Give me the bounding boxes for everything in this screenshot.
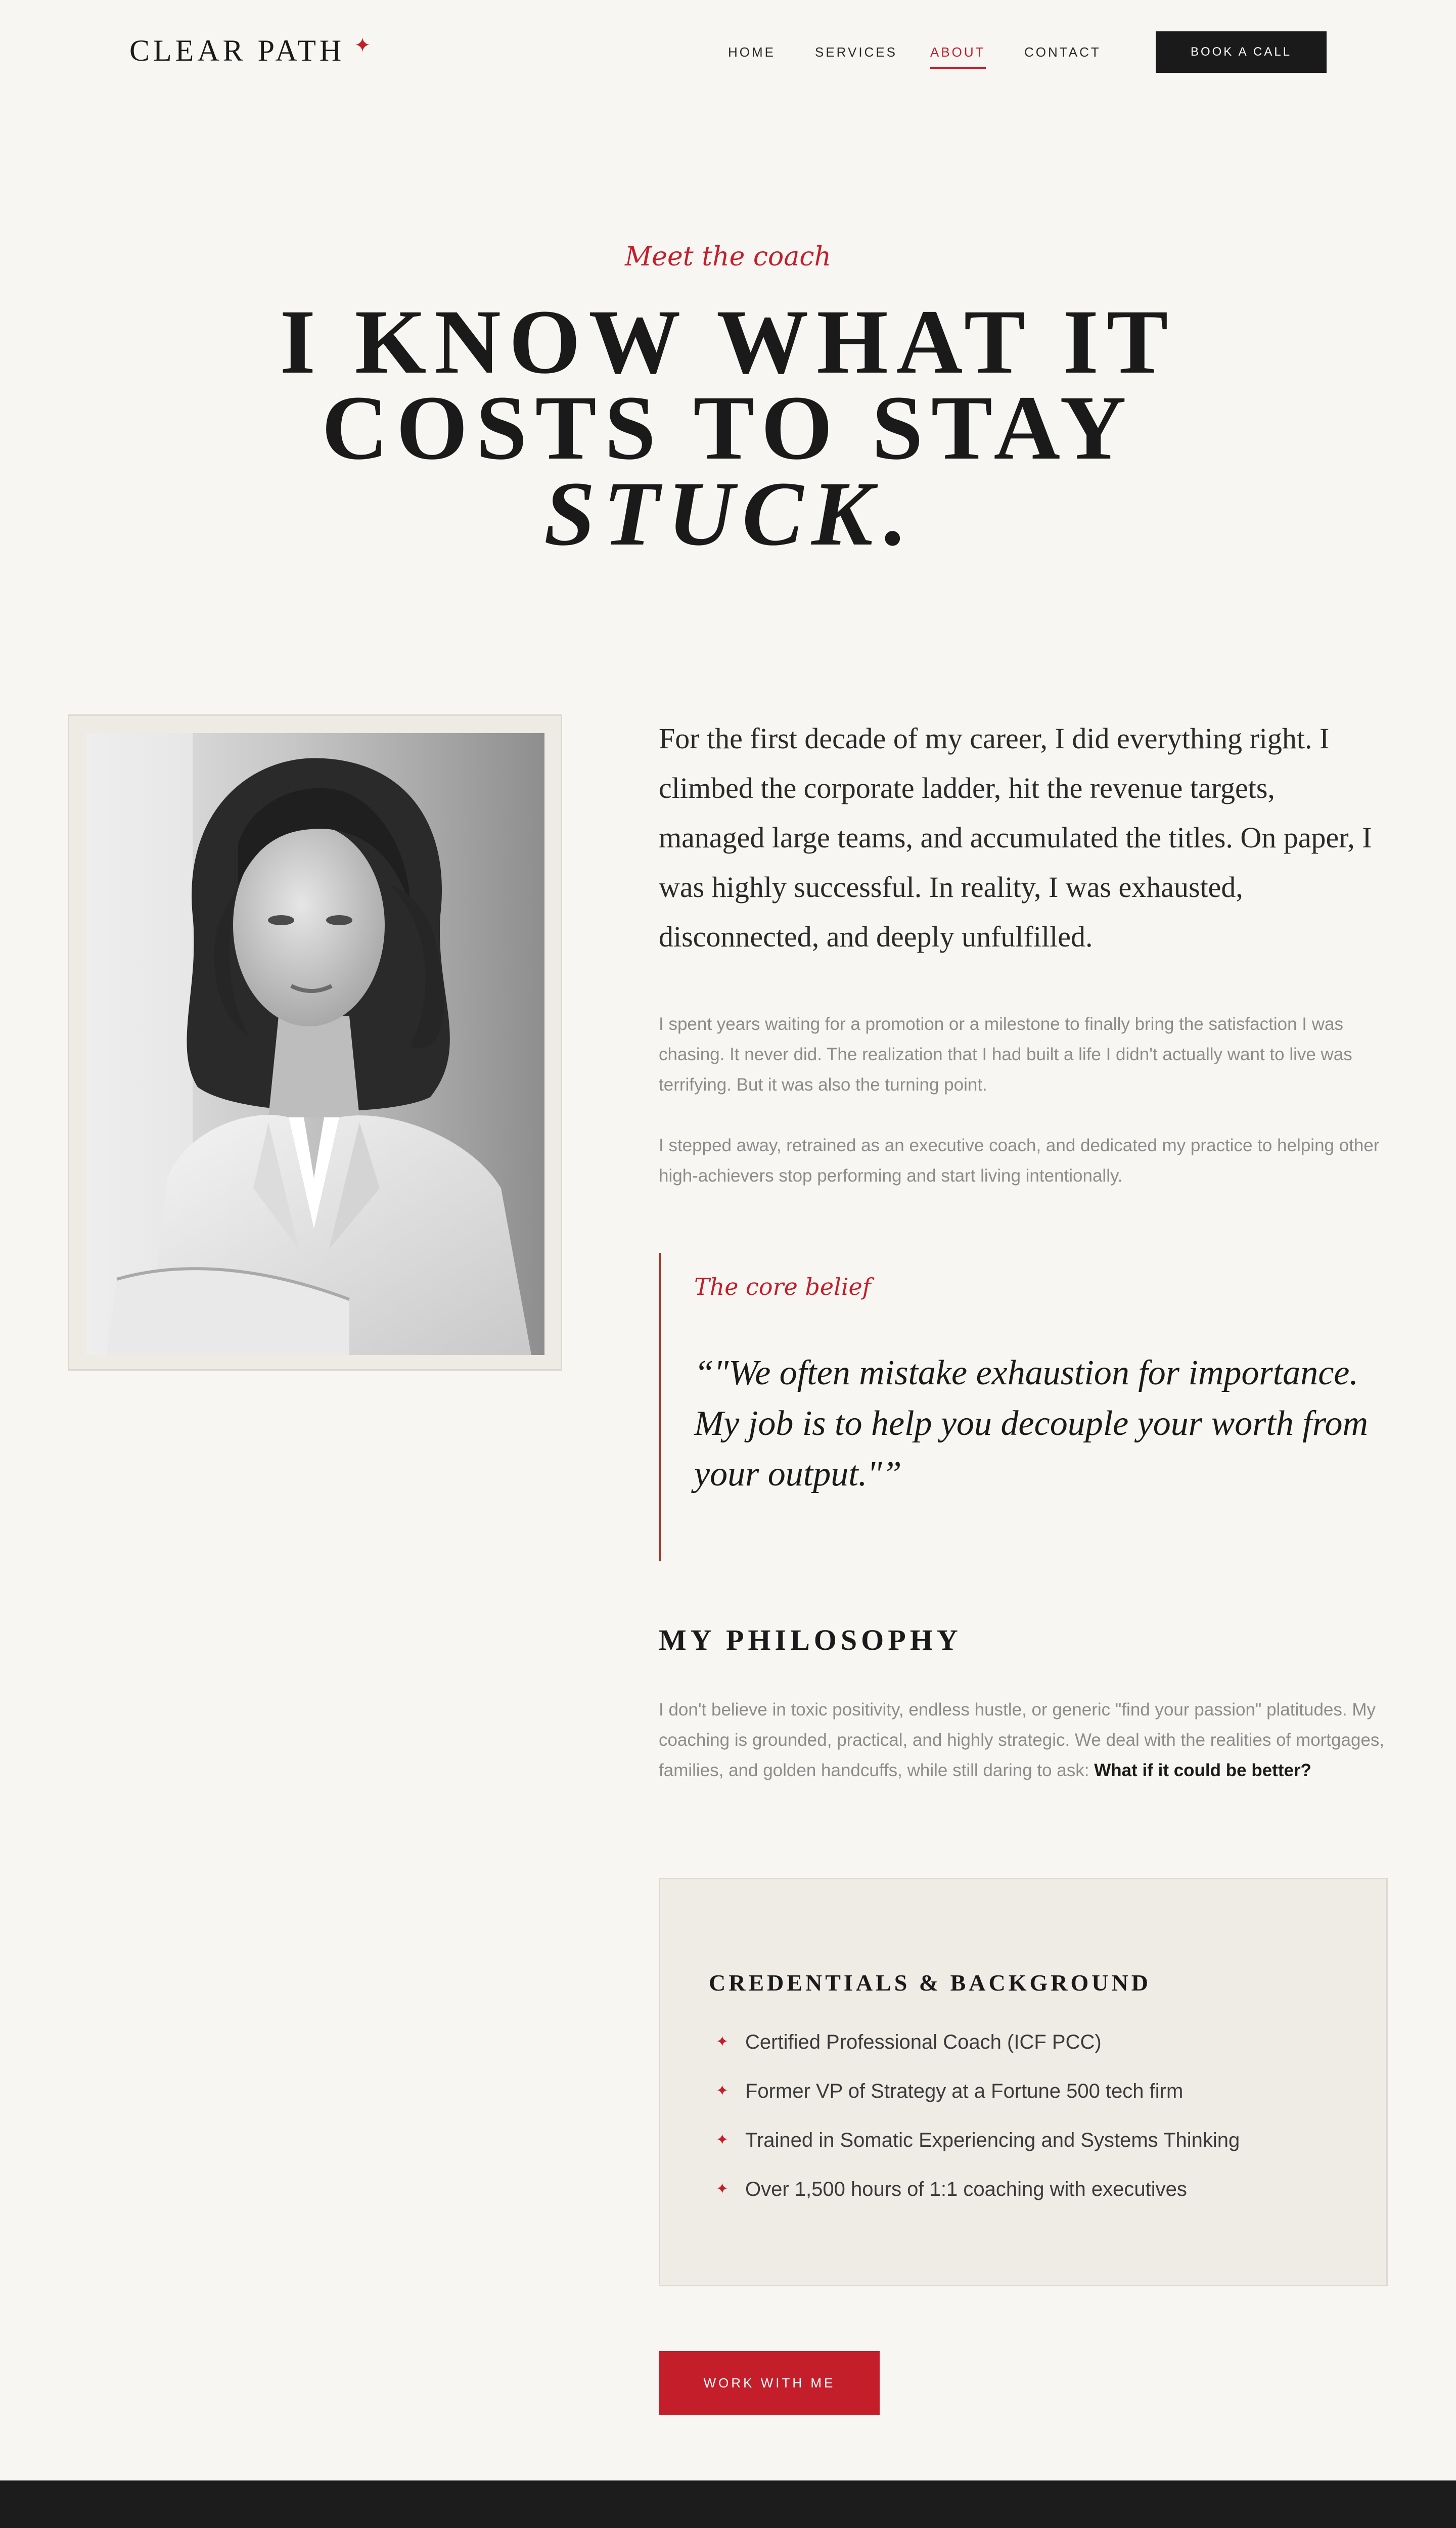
nav-home-link[interactable]: HOME [728, 44, 776, 60]
site-header [0, 0, 1456, 104]
sparkle-icon: ✦ [716, 2132, 729, 2148]
hero-eyebrow: Meet the coach [625, 242, 831, 272]
philosophy-heading: MY PHILOSOPHY [659, 1623, 962, 1656]
sparkle-icon: ✦ [354, 34, 375, 57]
site-footer [0, 2480, 1456, 2528]
logo[interactable] [129, 33, 375, 68]
coach-portrait-image [86, 733, 544, 1355]
hero-title [0, 291, 1456, 565]
nav-contact-link[interactable]: CONTACT [1024, 44, 1101, 60]
hero-title-emphasis: STUCK [543, 463, 881, 565]
nav-about-link[interactable]: ABOUT [930, 44, 986, 69]
credential-item [716, 2129, 1240, 2178]
about-paragraph-2: I stepped away, retrained as an executive coach, and dedicated my practice to helping other high-achievers stop performing and start living intentionally. [659, 1136, 1380, 1186]
about-paragraph-1: I spent years waiting for a promotion or a milestone to finally bring the satisfaction I was chasing. It never did. The realization that I had built a life I didn't actually want to live was terrifying. But it was also the turning point. [659, 1014, 1352, 1095]
credential-text: Over 1,500 hours of 1:1 coaching with executives [745, 2178, 1187, 2200]
philosophy-text: I don't believe in toxic positivity, endless hustle, or generic "find your passion" platitudes. My coaching is grounded, practical, and highly strategic. We deal with the realities of mortgages, families, and golden handcuffs, while still daring to ask: [659, 1700, 1385, 1780]
credential-text: Trained in Somatic Experiencing and Systems Thinking [745, 2129, 1240, 2151]
work-with-me-button[interactable]: WORK WITH ME [659, 2351, 880, 2415]
core-belief-quote [659, 1253, 1387, 1561]
credential-text: Certified Professional Coach (ICF PCC) [745, 2031, 1102, 2053]
philosophy-emphasis: What if it could be better? [1094, 1760, 1311, 1780]
quote-text: “"We often mistake exhaustion for importance. My job is to help you decouple your worth from your output."” [694, 1353, 1369, 1494]
credential-item [716, 2031, 1240, 2080]
logo-text: CLEAR PATH [129, 34, 345, 67]
about-lead: For the first decade of my career, I did everything right. I climbed the corporate ladder, hit the revenue targets, managed large teams, and accumulated the titles. On paper, I was highly successful. In reality, I was exhausted, disconnected, and deeply unfulfilled. [659, 722, 1372, 953]
credentials-card [659, 1878, 1388, 2286]
hero-title-line2: COSTS TO STAY [322, 377, 1134, 479]
portrait-illustration [86, 733, 544, 1355]
sparkle-icon: ✦ [716, 2083, 729, 2099]
sparkle-icon: ✦ [716, 2034, 729, 2050]
credential-item [716, 2080, 1240, 2129]
credentials-list [716, 2031, 1240, 2227]
credentials-heading: CREDENTIALS & BACKGROUND [709, 1970, 1151, 1996]
philosophy-body [659, 1695, 1387, 1786]
credential-text: Former VP of Strategy at a Fortune 500 tech firm [745, 2080, 1184, 2102]
hero-title-line1: I KNOW WHAT IT [280, 291, 1176, 393]
portrait-frame [68, 714, 562, 1371]
credential-item [716, 2178, 1240, 2227]
book-a-call-button[interactable]: BOOK A CALL [1156, 31, 1327, 73]
quote-label: The core belief [694, 1273, 871, 1300]
sparkle-icon: ✦ [716, 2181, 729, 2197]
hero-title-period: . [881, 463, 913, 565]
nav-services-link[interactable]: SERVICES [815, 44, 898, 60]
